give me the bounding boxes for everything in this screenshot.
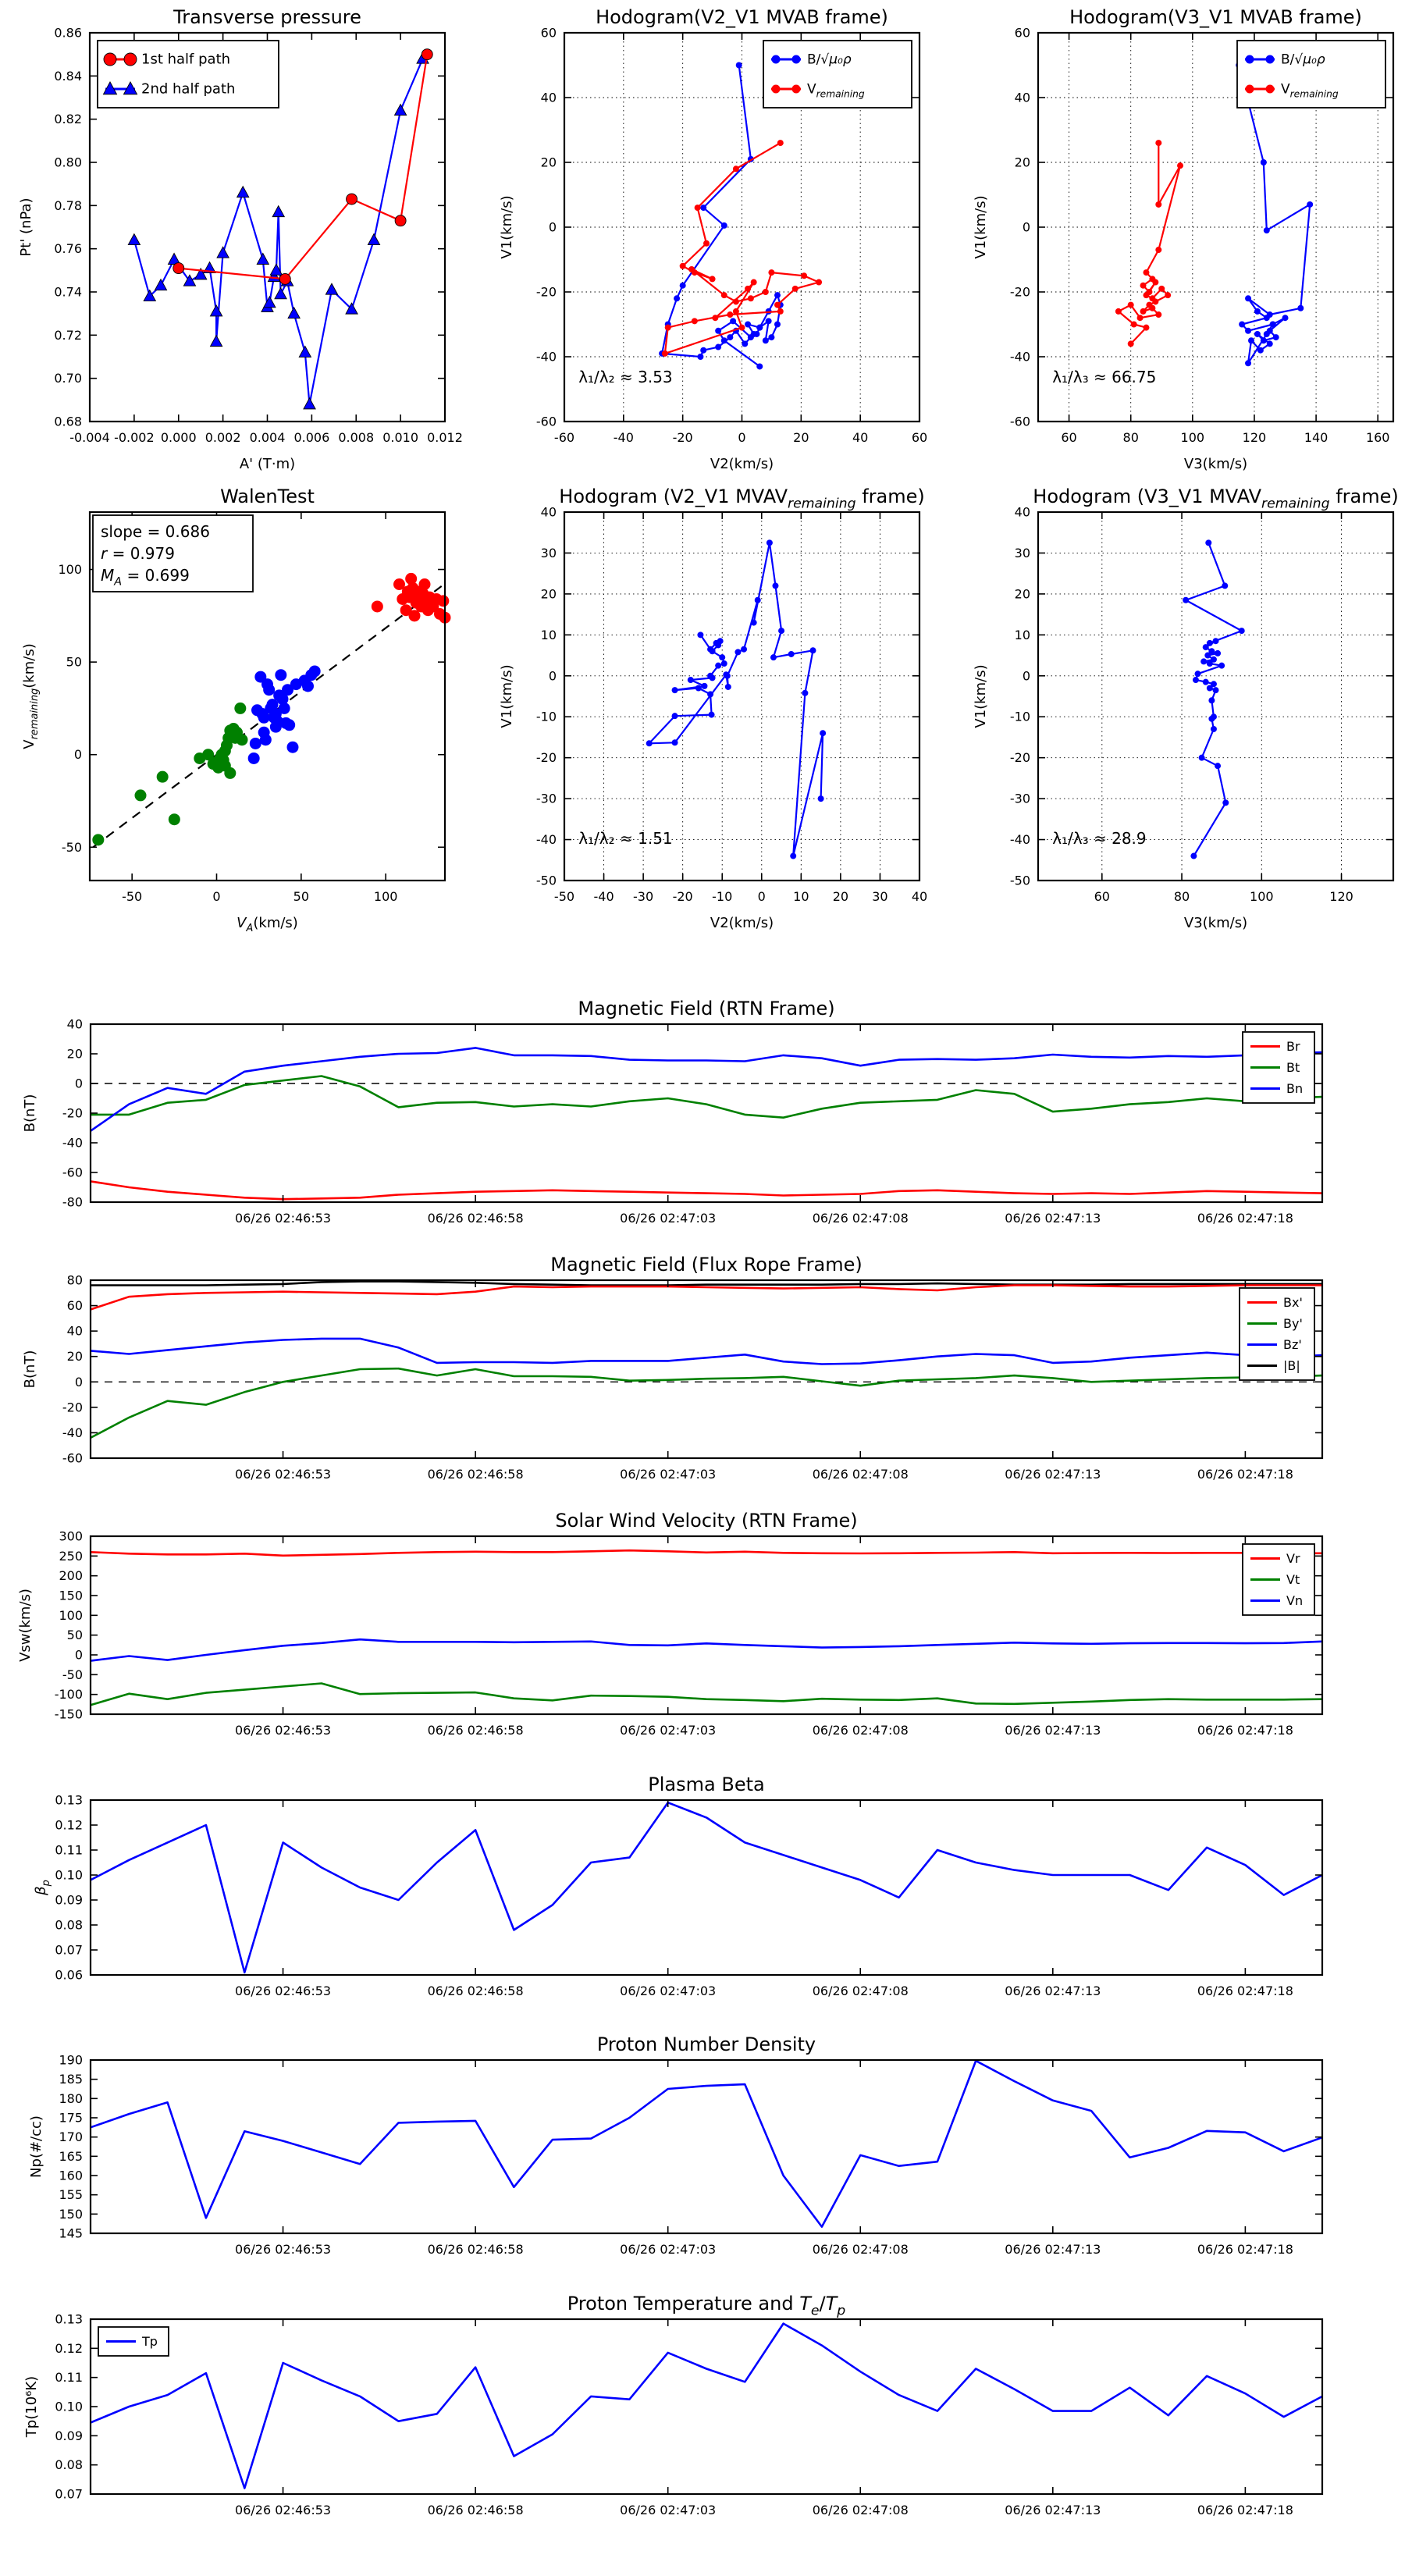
- y-tick-label: -10: [535, 709, 557, 724]
- y-tick-label: 0.09: [55, 2428, 83, 2443]
- series-second-half-path: [134, 59, 423, 404]
- series-b-magnitude: [91, 1282, 1322, 1286]
- y-tick-label: 20: [66, 1349, 83, 1364]
- panel-title: Magnetic Field (Flux Rope Frame): [550, 1254, 863, 1276]
- x-tick-label: 30: [872, 889, 888, 904]
- x-tick-label: 06/26 02:46:53: [235, 2242, 332, 2257]
- y-axis-label: Pt' (nPa): [18, 197, 34, 257]
- y-tick-label: 0.70: [54, 371, 82, 386]
- y-tick-label: 0.76: [54, 241, 82, 257]
- y-tick-label: 185: [59, 2072, 83, 2087]
- y-tick-label: 20: [66, 1046, 83, 1062]
- x-tick-label: 40: [911, 889, 928, 904]
- y-tick-label: 155: [59, 2187, 83, 2203]
- y-axis-label: V1(km/s): [499, 195, 515, 259]
- x-tick-label: 06/26 02:47:13: [1005, 1984, 1101, 1998]
- panel-title: WalenTest: [220, 486, 315, 507]
- x-tick-label: 06/26 02:46:58: [427, 2503, 524, 2517]
- y-tick-label: 175: [59, 2110, 83, 2126]
- x-tick-label: -40: [613, 430, 634, 445]
- series-np: [91, 2061, 1322, 2227]
- x-tick-label: -50: [122, 889, 143, 904]
- panel-title: Proton Number Density: [596, 2033, 816, 2055]
- x-tick-label: 0: [738, 430, 746, 445]
- x-tick-label: 0: [757, 889, 766, 904]
- y-tick-label: -50: [62, 1667, 83, 1682]
- axes-frame: [91, 1024, 1322, 1202]
- y-tick-label: 0.06: [55, 1967, 83, 1983]
- x-tick-label: 40: [852, 430, 869, 445]
- y-tick-label: 60: [540, 25, 557, 41]
- y-tick-label: 180: [59, 2090, 83, 2106]
- legend-label: Bx': [1283, 1295, 1303, 1310]
- y-axis-label: B(nT): [22, 1094, 38, 1133]
- x-tick-label: 06/26 02:47:18: [1197, 2242, 1293, 2257]
- x-tick-label: 06/26 02:46:58: [427, 1723, 524, 1738]
- y-tick-label: -30: [535, 791, 557, 806]
- axes-frame: [91, 2319, 1322, 2494]
- panel-hodogram-v3v1-mvav: [973, 486, 1399, 931]
- y-tick-label: 0: [548, 668, 557, 684]
- x-tick-label: 0.010: [382, 430, 419, 445]
- y-tick-label: 40: [1014, 504, 1030, 520]
- legend-label: Tp: [142, 2334, 158, 2349]
- series-vr: [91, 1550, 1322, 1556]
- y-tick-label: 0.08: [55, 1917, 83, 1933]
- y-tick-label: 0.07: [55, 1942, 83, 1958]
- y-tick-label: 80: [66, 1272, 83, 1288]
- x-tick-label: 120: [1329, 889, 1353, 904]
- y-axis-label: $V_{remaining}(km/s)$: [21, 643, 41, 749]
- y-tick-label: -40: [535, 349, 557, 365]
- x-tick-label: 06/26 02:47:18: [1197, 1211, 1293, 1226]
- y-tick-label: 0.86: [54, 25, 82, 41]
- y-tick-label: -40: [1009, 832, 1030, 848]
- panel-title: Magnetic Field (RTN Frame): [578, 998, 835, 1019]
- y-tick-label: 10: [540, 627, 557, 642]
- x-tick-label: 0.012: [427, 430, 463, 445]
- y-tick-label: 0: [1022, 219, 1030, 235]
- y-tick-label: 0.74: [54, 284, 82, 300]
- y-tick-label: 0.80: [54, 155, 82, 170]
- series-bx-prime: [91, 1286, 1322, 1310]
- series-bn: [91, 1048, 1322, 1130]
- x-tick-label: 0.008: [338, 430, 375, 445]
- y-tick-label: 0.84: [54, 68, 82, 84]
- y-tick-label: 10: [1014, 627, 1030, 642]
- x-tick-label: 80: [1122, 430, 1139, 445]
- x-tick-label: 06/26 02:47:18: [1197, 1723, 1293, 1738]
- stats-line: slope = 0.686: [101, 522, 210, 541]
- y-tick-label: 0.10: [55, 2399, 83, 2414]
- x-tick-label: 06/26 02:46:58: [427, 1984, 524, 1998]
- annotation: λ₁/λ₃ ≈ 28.9: [1052, 828, 1147, 848]
- y-tick-label: -40: [62, 1425, 83, 1440]
- x-tick-label: 06/26 02:47:03: [620, 2503, 717, 2517]
- legend-label: Bt: [1286, 1060, 1300, 1075]
- y-tick-label: 30: [540, 545, 557, 560]
- x-tick-label: 06/26 02:47:03: [620, 1723, 717, 1738]
- x-tick-label: 06/26 02:46:53: [235, 1984, 332, 1998]
- y-tick-label: -150: [54, 1706, 83, 1722]
- legend: [1240, 1288, 1314, 1380]
- x-axis-label: V3(km/s): [1183, 915, 1248, 931]
- panel-title: Proton Temperature and $T_e/T_p$: [567, 2293, 846, 2319]
- y-tick-label: 40: [66, 1323, 83, 1339]
- y-tick-label: 150: [59, 2206, 83, 2222]
- panel-title: Solar Wind Velocity (RTN Frame): [555, 1510, 858, 1532]
- series-v-path: [649, 543, 823, 856]
- panel-plasma-beta: [33, 1774, 1322, 1998]
- y-tick-label: 300: [59, 1528, 83, 1544]
- y-tick-label: 100: [59, 1607, 83, 1623]
- axes-frame: [564, 512, 919, 881]
- x-axis-label: V2(km/s): [710, 915, 774, 931]
- y-tick-label: 0.82: [54, 112, 82, 127]
- x-tick-label: 10: [793, 889, 809, 904]
- x-tick-label: -0.002: [114, 430, 155, 445]
- legend: [1243, 1544, 1314, 1615]
- series-vt: [91, 1684, 1322, 1706]
- annotation: λ₁/λ₂ ≈ 1.51: [578, 828, 673, 848]
- x-tick-label: 0.004: [249, 430, 286, 445]
- y-tick-label: 0.13: [55, 1792, 83, 1808]
- y-tick-label: -60: [62, 1165, 83, 1180]
- legend-label: B/√μ₀ρ: [1281, 52, 1325, 68]
- legend: [763, 41, 912, 108]
- x-tick-label: 06/26 02:46:53: [235, 1467, 332, 1482]
- x-tick-label: 06/26 02:47:18: [1197, 1467, 1293, 1482]
- x-tick-label: -0.004: [69, 430, 110, 445]
- x-tick-label: 06/26 02:47:08: [812, 1211, 909, 1226]
- x-tick-label: 60: [1061, 430, 1077, 445]
- y-tick-label: 20: [1014, 155, 1030, 170]
- series-b-over-sqrt-mu0rho: [662, 66, 781, 367]
- annotation: λ₁/λ₂ ≈ 3.53: [578, 368, 673, 387]
- y-tick-label: 0.07: [55, 2486, 83, 2502]
- x-tick-label: 06/26 02:46:53: [235, 1211, 332, 1226]
- y-tick-label: 60: [1014, 25, 1030, 41]
- x-tick-label: 06/26 02:46:58: [427, 1211, 524, 1226]
- x-tick-label: 06/26 02:47:08: [812, 2242, 909, 2257]
- legend-label: Vr: [1286, 1551, 1300, 1566]
- legend-label: Bn: [1286, 1081, 1304, 1096]
- x-tick-label: 06/26 02:47:08: [812, 1723, 909, 1738]
- x-axis-label: V3(km/s): [1183, 456, 1248, 472]
- y-tick-label: 0.12: [55, 1817, 83, 1833]
- panel-title: Transverse pressure: [173, 6, 361, 28]
- panel-proton-number-density: [28, 2033, 1322, 2257]
- y-tick-label: 0.13: [55, 2311, 83, 2327]
- legend-label: Vn: [1286, 1593, 1304, 1608]
- y-axis-label: B(nT): [22, 1350, 38, 1389]
- y-tick-label: 40: [540, 90, 557, 105]
- legend-label: $V_{remaining}$: [807, 81, 865, 100]
- panel-hodogram-v3v1-mvab: [973, 6, 1393, 472]
- x-tick-label: 06/26 02:47:08: [812, 1984, 909, 1998]
- axes-frame: [1038, 512, 1393, 881]
- y-tick-label: -50: [535, 873, 557, 888]
- series-bt: [91, 1076, 1322, 1118]
- y-tick-label: -60: [62, 1450, 83, 1466]
- x-tick-label: 06/26 02:47:03: [620, 1211, 717, 1226]
- y-axis-label: $\beta_p$: [33, 1880, 53, 1895]
- y-tick-label: 20: [540, 586, 557, 602]
- legend-label: Br: [1286, 1039, 1300, 1054]
- y-tick-label: -10: [1009, 709, 1030, 724]
- y-axis-label: Vsw(km/s): [17, 1589, 34, 1662]
- x-axis-label: $V_A(km/s)$: [237, 915, 298, 935]
- y-tick-label: 40: [1014, 90, 1030, 105]
- x-tick-label: 06/26 02:47:13: [1005, 2242, 1101, 2257]
- x-tick-label: -50: [553, 889, 575, 904]
- y-tick-label: -40: [1009, 349, 1030, 365]
- y-tick-label: -60: [535, 414, 557, 429]
- series-tp: [91, 2324, 1322, 2489]
- panel-transverse-pressure: [18, 6, 463, 472]
- y-tick-label: 160: [59, 2168, 83, 2183]
- panel-proton-temperature: [23, 2293, 1322, 2517]
- panel-title: Hodogram (V3_V1 $MVAV_{remaining}$ frame): [1033, 486, 1399, 512]
- x-tick-label: -20: [672, 430, 693, 445]
- series-b-over-sqrt-mu0rho: [1239, 66, 1310, 364]
- legend-label: Bz': [1283, 1337, 1302, 1352]
- y-tick-label: -20: [535, 284, 557, 300]
- x-tick-label: 100: [1180, 430, 1205, 445]
- y-tick-label: -80: [62, 1194, 83, 1210]
- legend: [98, 41, 279, 108]
- y-tick-label: 0: [74, 1647, 83, 1663]
- panel-hodogram-v2v1-mvav: [499, 486, 927, 931]
- y-tick-label: 0.78: [54, 197, 82, 213]
- y-tick-label: 0: [73, 747, 82, 763]
- legend-label: 2nd half path: [141, 80, 236, 98]
- y-tick-label: 0: [1022, 668, 1030, 684]
- x-tick-label: 06/26 02:46:53: [235, 1723, 332, 1738]
- x-tick-label: 60: [1094, 889, 1110, 904]
- legend-label: 1st half path: [141, 51, 231, 68]
- y-tick-label: 0.72: [54, 327, 82, 343]
- x-tick-label: 06/26 02:47:13: [1005, 1211, 1101, 1226]
- x-tick-label: 06/26 02:46:58: [427, 2242, 524, 2257]
- y-tick-label: -100: [54, 1687, 83, 1703]
- x-tick-label: 0.002: [205, 430, 241, 445]
- y-axis-label: Tp(10⁶K): [23, 2375, 40, 2438]
- y-tick-label: 165: [59, 2148, 83, 2164]
- y-tick-label: 0: [74, 1374, 83, 1389]
- y-axis-label: V1(km/s): [499, 664, 515, 728]
- annotation: λ₁/λ₃ ≈ 66.75: [1052, 368, 1157, 387]
- series-by-prime: [91, 1368, 1322, 1438]
- panel-title: Plasma Beta: [648, 1774, 765, 1795]
- x-tick-label: -40: [593, 889, 614, 904]
- series-vn: [91, 1639, 1322, 1660]
- x-tick-label: 06/26 02:47:13: [1005, 1467, 1101, 1482]
- panel-walen-test: [21, 486, 451, 934]
- y-tick-label: 50: [66, 1628, 83, 1643]
- legend: [1243, 1032, 1314, 1103]
- y-tick-label: 150: [59, 1588, 83, 1603]
- x-tick-label: 0.006: [293, 430, 330, 445]
- y-tick-label: -20: [62, 1105, 83, 1121]
- y-axis-label: V1(km/s): [973, 195, 989, 259]
- x-tick-label: -10: [712, 889, 733, 904]
- x-axis-label: A' (T·m): [239, 456, 296, 472]
- x-tick-label: 100: [1250, 889, 1274, 904]
- y-tick-label: 20: [540, 155, 557, 170]
- legend: [98, 2327, 169, 2356]
- panel-magnetic-field-flux-rope: [22, 1254, 1322, 1482]
- y-tick-label: 0.10: [55, 1867, 83, 1883]
- y-tick-label: 100: [58, 562, 82, 578]
- series-br: [91, 1181, 1322, 1199]
- x-tick-label: 0.000: [160, 430, 197, 445]
- panel-title: Hodogram(V2_V1 MVAB frame): [596, 6, 888, 28]
- legend-label: Vt: [1286, 1572, 1300, 1587]
- legend-label: $V_{remaining}$: [1281, 81, 1339, 100]
- series-beta-p: [91, 1802, 1322, 1973]
- x-tick-label: 06/26 02:47:03: [620, 2242, 717, 2257]
- y-tick-label: 40: [66, 1016, 83, 1032]
- x-tick-label: 06/26 02:47:13: [1005, 1723, 1101, 1738]
- axes-frame: [91, 1800, 1322, 1975]
- x-tick-label: 20: [832, 889, 849, 904]
- x-tick-label: -20: [672, 889, 693, 904]
- y-tick-label: 200: [59, 1568, 83, 1584]
- x-tick-label: 06/26 02:47:18: [1197, 2503, 1293, 2517]
- legend-label: B/√μ₀ρ: [807, 52, 852, 68]
- y-tick-label: 40: [540, 504, 557, 520]
- stats-line: $M_A = 0.699$: [101, 566, 190, 589]
- x-tick-label: 06/26 02:47:03: [620, 1984, 717, 1998]
- y-tick-label: 145: [59, 2226, 83, 2241]
- x-tick-label: 0: [212, 889, 221, 904]
- y-tick-label: 0: [548, 219, 557, 235]
- y-tick-label: -20: [1009, 750, 1030, 766]
- panel-title: Hodogram (V2_V1 $MVAV_{remaining}$ frame): [559, 486, 925, 512]
- y-tick-label: 0.09: [55, 1892, 83, 1908]
- x-tick-label: 06/26 02:47:03: [620, 1467, 717, 1482]
- legend: [1237, 41, 1385, 108]
- y-tick-label: -20: [535, 750, 557, 766]
- y-axis-label: V1(km/s): [973, 664, 989, 728]
- x-tick-label: 06/26 02:47:18: [1197, 1984, 1293, 1998]
- x-axis-label: V2(km/s): [710, 456, 774, 472]
- y-tick-label: 190: [59, 2052, 83, 2068]
- y-tick-label: 0: [74, 1076, 83, 1091]
- x-tick-label: 06/26 02:46:58: [427, 1467, 524, 1482]
- y-tick-label: -60: [1009, 414, 1030, 429]
- series-v-remaining: [1119, 143, 1180, 343]
- x-tick-label: 06/26 02:46:53: [235, 2503, 332, 2517]
- y-tick-label: -50: [61, 839, 82, 855]
- x-tick-label: 06/26 02:47:08: [812, 1467, 909, 1482]
- x-tick-label: 20: [793, 430, 809, 445]
- y-tick-label: 0.12: [55, 2340, 83, 2356]
- axes-frame: [91, 1280, 1322, 1458]
- x-tick-label: 06/26 02:47:13: [1005, 2503, 1101, 2517]
- y-tick-label: 0.11: [55, 2370, 83, 2386]
- x-tick-label: 120: [1242, 430, 1267, 445]
- y-tick-label: 0.11: [55, 1842, 83, 1858]
- y-tick-label: -50: [1009, 873, 1030, 888]
- panel-title: Hodogram(V3_V1 MVAB frame): [1069, 6, 1362, 28]
- x-tick-label: 60: [911, 430, 928, 445]
- y-tick-label: 170: [59, 2129, 83, 2145]
- y-tick-label: -40: [535, 832, 557, 848]
- y-tick-label: 0.68: [54, 414, 82, 429]
- panel-magnetic-field-rtn: [22, 998, 1322, 1226]
- y-tick-label: -20: [62, 1400, 83, 1415]
- panel-solar-wind-velocity-rtn: [17, 1510, 1322, 1738]
- series-bz-prime: [91, 1339, 1322, 1364]
- legend-label: By': [1283, 1316, 1303, 1331]
- y-tick-label: -20: [1009, 284, 1030, 300]
- y-tick-label: 60: [66, 1298, 83, 1314]
- x-tick-label: 140: [1304, 430, 1329, 445]
- stats-box: [93, 515, 253, 592]
- y-tick-label: 0.08: [55, 2457, 83, 2473]
- y-axis-label: Np(#/cc): [28, 2115, 44, 2178]
- y-tick-label: 50: [66, 654, 82, 670]
- x-tick-label: -60: [553, 430, 575, 445]
- x-tick-label: -30: [633, 889, 654, 904]
- stats-line: r = 0.979: [101, 544, 175, 563]
- y-tick-label: 20: [1014, 586, 1030, 602]
- x-tick-label: 06/26 02:47:08: [812, 2503, 909, 2517]
- x-tick-label: 100: [373, 889, 398, 904]
- panel-hodogram-v2v1-mvab: [499, 6, 927, 472]
- y-tick-label: 30: [1014, 545, 1030, 560]
- legend-label: |B|: [1283, 1358, 1300, 1373]
- x-tick-label: 80: [1173, 889, 1190, 904]
- x-tick-label: 160: [1365, 430, 1390, 445]
- y-tick-label: -30: [1009, 791, 1030, 806]
- x-tick-label: 50: [293, 889, 310, 904]
- y-tick-label: -40: [62, 1135, 83, 1151]
- y-tick-label: 250: [59, 1548, 83, 1564]
